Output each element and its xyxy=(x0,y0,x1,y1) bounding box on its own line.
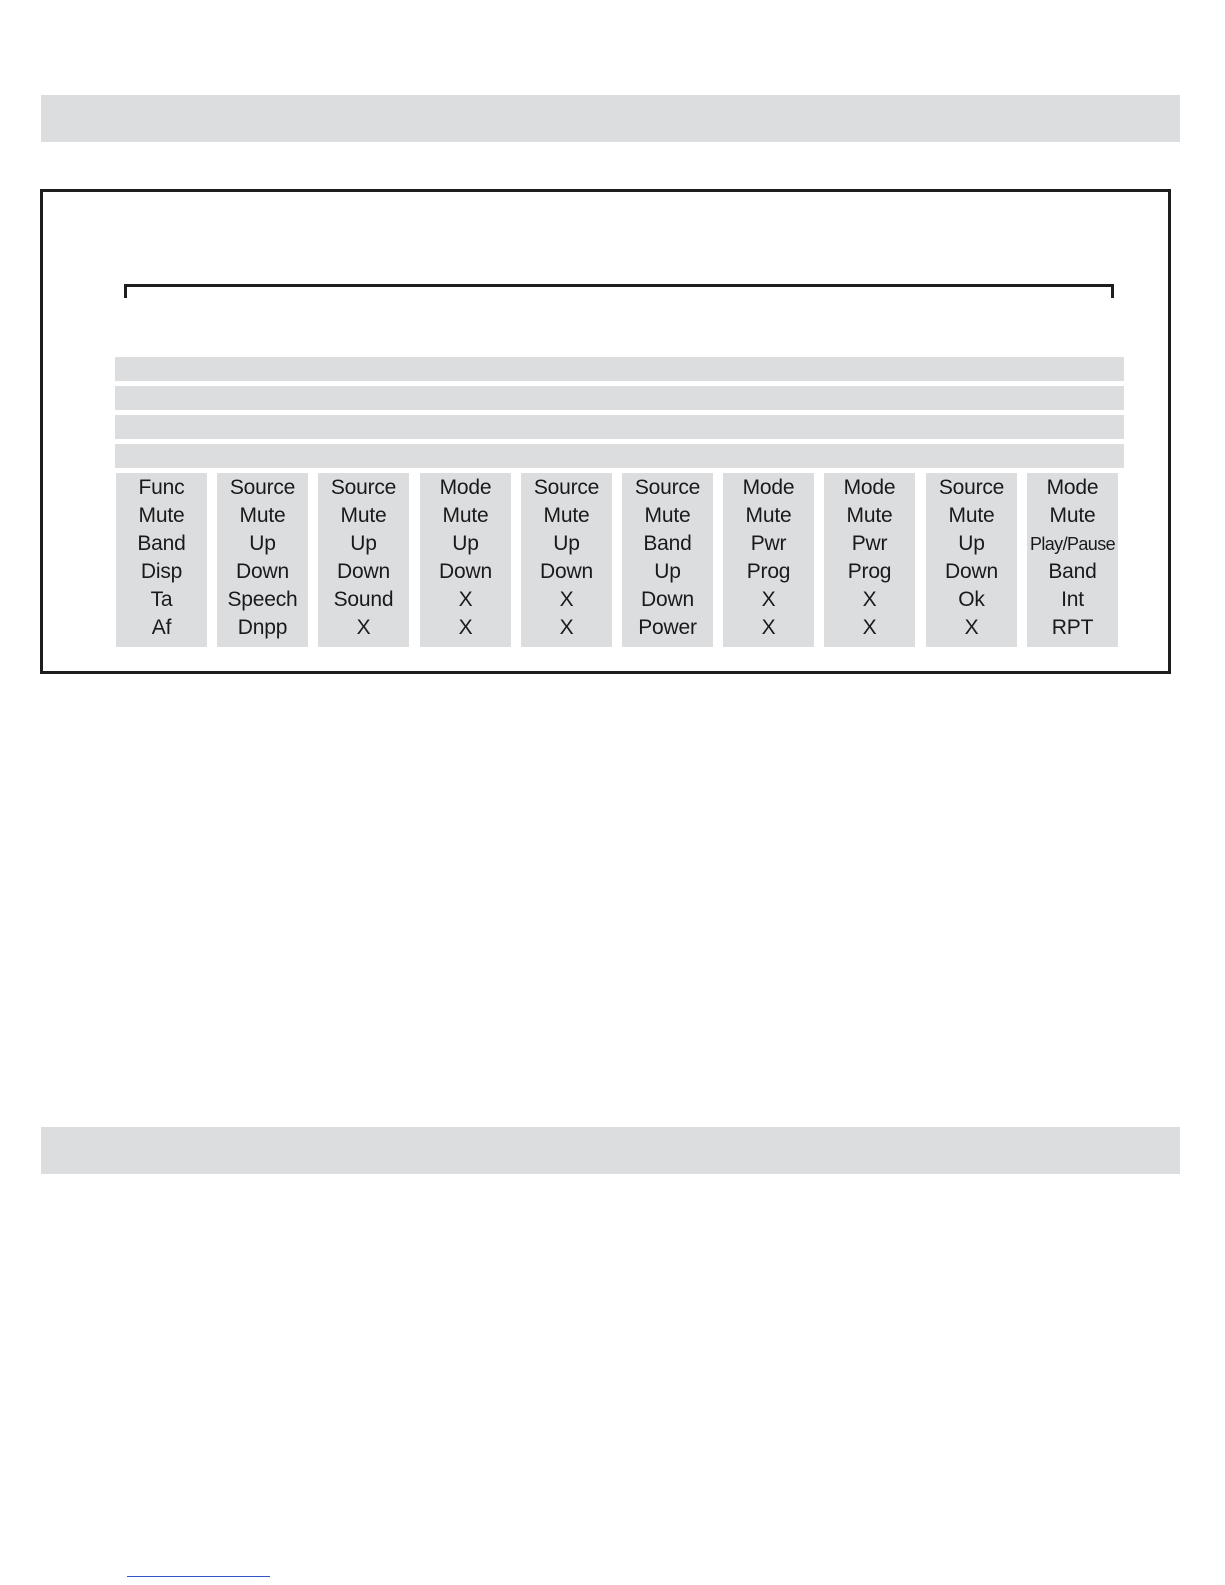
function-label: Func xyxy=(138,476,185,499)
function-label: Sound xyxy=(333,588,394,611)
footer-link-underline[interactable] xyxy=(127,1576,270,1577)
function-label: Mute xyxy=(745,504,792,527)
function-label: X xyxy=(862,588,877,611)
function-column xyxy=(521,473,612,647)
function-column xyxy=(116,473,207,647)
function-label: Pwr xyxy=(750,532,787,555)
function-label: Prog xyxy=(847,560,892,583)
function-label: Mute xyxy=(239,504,286,527)
section-header-bar xyxy=(41,95,1180,142)
function-label: Down xyxy=(439,560,492,583)
function-label: Band xyxy=(137,532,186,555)
function-label: Up xyxy=(350,532,377,555)
function-label: Down xyxy=(337,560,390,583)
function-label: Source xyxy=(533,476,600,499)
function-label: Dnpp xyxy=(237,616,288,639)
function-label: Ta xyxy=(150,588,173,611)
function-label: X xyxy=(761,616,776,639)
function-label: Up xyxy=(553,532,580,555)
function-label: X xyxy=(559,588,574,611)
function-column xyxy=(824,473,915,647)
function-label: Mute xyxy=(1049,504,1096,527)
function-label: Mute xyxy=(846,504,893,527)
function-label: X xyxy=(458,588,473,611)
function-label: Af xyxy=(151,616,172,639)
function-label: X xyxy=(964,616,979,639)
function-column xyxy=(622,473,713,647)
function-label: X xyxy=(862,616,877,639)
function-label: X xyxy=(559,616,574,639)
function-column xyxy=(420,473,511,647)
function-label: Band xyxy=(1048,560,1097,583)
function-label: Source xyxy=(330,476,397,499)
function-label: Source xyxy=(229,476,296,499)
function-columns xyxy=(116,473,1125,647)
function-label: Mode xyxy=(439,476,492,499)
function-label: Speech xyxy=(227,588,298,611)
function-label: Up xyxy=(654,560,681,583)
diagram-row xyxy=(115,444,1124,468)
function-label: Mute xyxy=(138,504,185,527)
function-label: Disp xyxy=(140,560,183,583)
function-label: Mute xyxy=(543,504,590,527)
function-label: Down xyxy=(945,560,998,583)
function-label: Down xyxy=(540,560,593,583)
function-label: Band xyxy=(643,532,692,555)
function-label: Int xyxy=(1061,588,1084,611)
function-label: Power xyxy=(638,616,697,639)
function-label: Mute xyxy=(442,504,489,527)
bracket-line xyxy=(124,284,1114,298)
section-footer-bar xyxy=(41,1127,1180,1174)
function-column xyxy=(1027,473,1118,647)
function-label: X xyxy=(356,616,371,639)
function-column xyxy=(926,473,1017,647)
function-label: Up xyxy=(249,532,276,555)
function-label: Pwr xyxy=(851,532,888,555)
function-label: Source xyxy=(634,476,701,499)
function-column xyxy=(318,473,409,647)
function-label: Up xyxy=(452,532,479,555)
diagram-row xyxy=(115,386,1124,410)
diagram-row xyxy=(115,357,1124,381)
function-label: Prog xyxy=(746,560,791,583)
function-label: Mode xyxy=(742,476,795,499)
function-column xyxy=(217,473,308,647)
function-label: Mode xyxy=(1046,476,1099,499)
diagram-row xyxy=(115,415,1124,439)
function-label: X xyxy=(761,588,776,611)
function-label: Mode xyxy=(843,476,896,499)
function-column xyxy=(723,473,814,647)
function-label: RPT xyxy=(1051,616,1094,639)
function-label: Source xyxy=(938,476,1005,499)
function-label: Mute xyxy=(340,504,387,527)
function-label: X xyxy=(458,616,473,639)
function-label: Down xyxy=(236,560,289,583)
function-label: Up xyxy=(958,532,985,555)
function-label: Mute xyxy=(948,504,995,527)
function-label: Down xyxy=(641,588,694,611)
function-label: Play/Pause xyxy=(1029,534,1116,554)
function-label: Ok xyxy=(958,588,985,611)
function-label: Mute xyxy=(644,504,691,527)
